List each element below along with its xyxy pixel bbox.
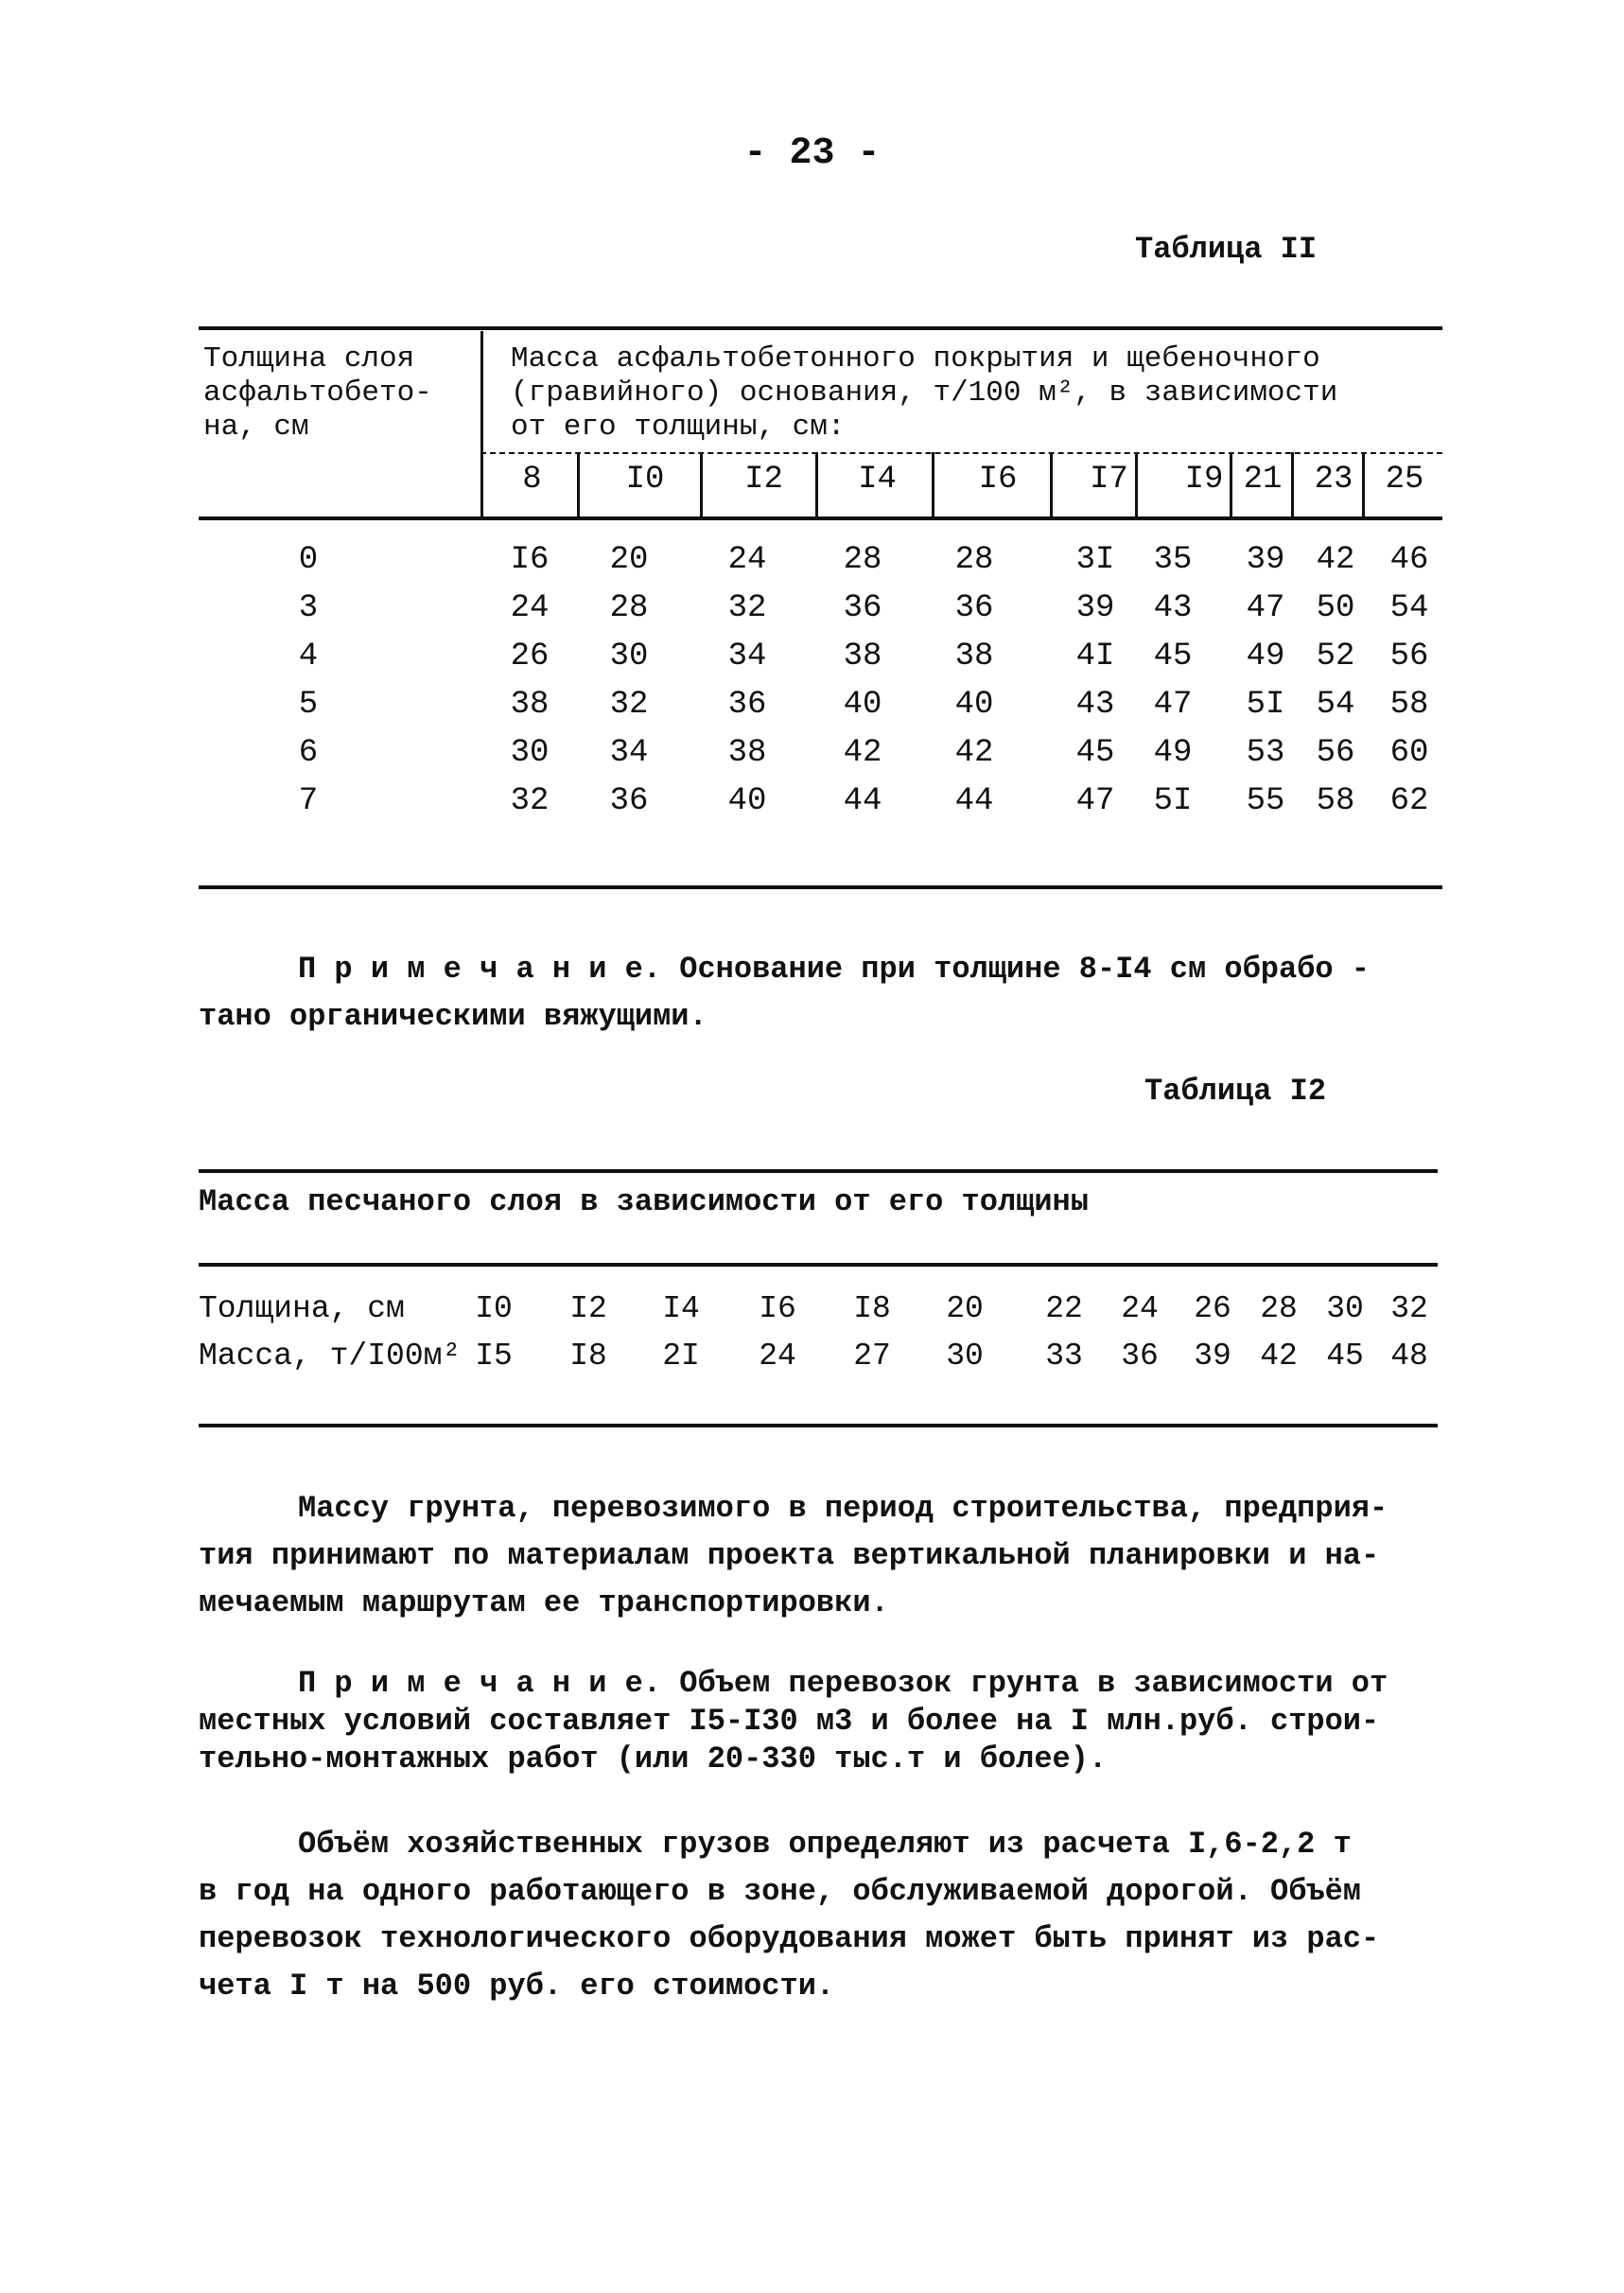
table-cell: 34 — [727, 639, 767, 674]
thickness-value: 22 — [1045, 1291, 1083, 1326]
table11-divider — [480, 331, 483, 520]
note-line: тано органическими вяжущими. — [199, 999, 707, 1034]
paragraph-line: тия принимают по материалам проекта вертикальной планировки и на- — [199, 1538, 1380, 1573]
thickness-value: 20 — [946, 1291, 984, 1326]
table11-caption: Таблица II — [1135, 232, 1318, 267]
col2-header-line: (гравийного) основания, т/100 м², в зависимости — [511, 376, 1338, 410]
thickness-header: I6 — [978, 462, 1018, 498]
table-cell: 54 — [1316, 687, 1355, 723]
table11-note — [199, 946, 1447, 1041]
table-cell: 35 — [1153, 542, 1193, 578]
table-cell: 36 — [727, 687, 767, 723]
table-cell: 39 — [1075, 590, 1115, 626]
table-cell: 58 — [1316, 783, 1355, 819]
row-label: 5 — [298, 687, 319, 723]
paragraph-soil-mass — [199, 1485, 1447, 1627]
note-line: местных условий составляет I5-I30 м3 и более на I млн.руб. строи- — [199, 1704, 1380, 1739]
table-cell: 38 — [727, 735, 767, 771]
paragraph-household-cargo — [199, 1821, 1447, 2010]
table11-top-rule — [199, 326, 1442, 330]
table-cell: 44 — [954, 783, 994, 819]
table-cell: 40 — [727, 783, 767, 819]
mass-value: 48 — [1390, 1339, 1428, 1374]
thickness-header: 25 — [1385, 462, 1424, 498]
table-cell: I6 — [510, 542, 550, 578]
thickness-value: I4 — [662, 1291, 700, 1326]
note-line: П р и м е ч а н и е. Объем перевозок грунта в зависимости от — [298, 1666, 1388, 1701]
table-cell: 39 — [1246, 542, 1285, 578]
table-cell: 56 — [1316, 735, 1355, 771]
table-cell: 47 — [1075, 783, 1115, 819]
mass-value: I5 — [475, 1339, 513, 1374]
table11-header-rule — [199, 516, 1442, 520]
thickness-column-divider — [577, 452, 580, 516]
row-label: 3 — [298, 590, 319, 626]
table-cell: 24 — [510, 590, 550, 626]
row-label: 4 — [298, 639, 319, 674]
table12-title: Масса песчаного слоя в зависимости от его толщины — [199, 1184, 1089, 1219]
col2-header-line: Масса асфальтобетонного покрытия и щебеночного — [511, 342, 1320, 376]
col1-header-line: Толщина слоя — [203, 342, 415, 376]
table-cell: 38 — [843, 639, 882, 674]
table-cell: 38 — [954, 639, 994, 674]
table-cell: 20 — [609, 542, 649, 578]
paragraph-line: перевозок технологического оборудования может быть принят из рас- — [199, 1921, 1380, 1956]
note-line: тельно-монтажных работ (или 20-330 тыс.т и более). — [199, 1742, 1108, 1777]
table-cell: 42 — [1316, 542, 1355, 578]
table-cell: 4I — [1075, 639, 1115, 674]
table-cell: 5I — [1246, 687, 1285, 723]
table-cell: 42 — [843, 735, 882, 771]
thickness-value: I2 — [569, 1291, 607, 1326]
table-cell: 38 — [510, 687, 550, 723]
table-cell: 36 — [609, 783, 649, 819]
thickness-column-divider — [1050, 452, 1053, 516]
table-cell: 47 — [1153, 687, 1193, 723]
thickness-value: 28 — [1260, 1291, 1298, 1326]
table-cell: 30 — [510, 735, 550, 771]
thickness-value: I8 — [853, 1291, 891, 1326]
thickness-header: 21 — [1243, 462, 1283, 498]
paragraph-line: Объём хозяйственных грузов определяют из расчета I,6-2,2 т — [298, 1827, 1352, 1862]
row-label: 6 — [298, 735, 319, 771]
table-cell: 3I — [1075, 542, 1115, 578]
table-cell: 55 — [1246, 783, 1285, 819]
table-cell: 45 — [1153, 639, 1193, 674]
note-line: П р и м е ч а н и е. Основание при толщине 8-I4 см обрабо - — [298, 952, 1370, 987]
table-cell: 24 — [727, 542, 767, 578]
mass-value: 27 — [853, 1339, 891, 1374]
table-cell: 43 — [1075, 687, 1115, 723]
mass-value: 45 — [1326, 1339, 1364, 1374]
table-cell: 28 — [843, 542, 882, 578]
table-cell: 58 — [1389, 687, 1429, 723]
table-cell: 54 — [1389, 590, 1429, 626]
table12-header-rule — [199, 1263, 1438, 1267]
thickness-header: I7 — [1090, 462, 1128, 498]
mass-value: I8 — [569, 1339, 607, 1374]
thickness-column-divider — [1230, 452, 1232, 516]
thickness-value: I0 — [475, 1291, 513, 1326]
col1-header-line: асфальтобето- — [203, 376, 432, 410]
table-cell: 40 — [843, 687, 882, 723]
thickness-header: I4 — [858, 462, 897, 498]
row-label: 7 — [298, 783, 319, 819]
thickness-value: 30 — [1326, 1291, 1364, 1326]
thickness-header: I2 — [744, 462, 783, 498]
row-label: 0 — [298, 542, 319, 578]
thickness-column-divider — [700, 452, 703, 516]
mass-value: 42 — [1260, 1339, 1298, 1374]
table-cell: 30 — [609, 639, 649, 674]
col2-header-line: от его толщины, см: — [511, 411, 846, 444]
paragraph-line: в год на одного работающего в зоне, обслуживаемой дорогой. Объём — [199, 1874, 1361, 1909]
table-cell: 50 — [1316, 590, 1355, 626]
table-cell: 34 — [609, 735, 649, 771]
table-cell: 62 — [1389, 783, 1429, 819]
mass-value: 39 — [1194, 1339, 1231, 1374]
table-cell: 32 — [727, 590, 767, 626]
table12-caption: Таблица I2 — [1144, 1074, 1327, 1109]
thickness-header: 8 — [522, 462, 542, 498]
table-cell: 56 — [1389, 639, 1429, 674]
page-number: - 23 - — [743, 132, 881, 175]
paragraph-line: чета I т на 500 руб. его стоимости. — [199, 1969, 835, 2004]
paragraph-line: Массу грунта, перевозимого в период строительства, предприя- — [298, 1491, 1388, 1526]
table11-subheader-rule — [480, 452, 1442, 454]
thickness-column-divider — [815, 452, 818, 516]
table-cell: 32 — [609, 687, 649, 723]
table-cell: 36 — [954, 590, 994, 626]
table-cell: 32 — [510, 783, 550, 819]
thickness-column-divider — [932, 452, 934, 516]
table12-bottom-rule — [199, 1424, 1438, 1427]
table-cell: 52 — [1316, 639, 1355, 674]
table-cell: 49 — [1246, 639, 1285, 674]
thickness-column-divider — [1291, 452, 1294, 516]
table-cell: 44 — [843, 783, 882, 819]
thickness-column-divider — [1362, 452, 1365, 516]
table-cell: 60 — [1389, 735, 1429, 771]
table11-col1-header — [203, 342, 432, 445]
thickness-header: I0 — [625, 462, 665, 498]
table-cell: 46 — [1389, 542, 1429, 578]
mass-value: 24 — [759, 1339, 796, 1374]
thickness-header: I9 — [1184, 462, 1224, 498]
table-cell: 28 — [954, 542, 994, 578]
note-soil-volume — [199, 1665, 1447, 1778]
mass-value: 2I — [662, 1339, 700, 1374]
table-cell: 47 — [1246, 590, 1285, 626]
thickness-value: 32 — [1390, 1291, 1428, 1326]
table-cell: 53 — [1246, 735, 1285, 771]
table12-thickness-label: Толщина, см — [199, 1291, 405, 1326]
mass-value: 33 — [1045, 1339, 1083, 1374]
table-cell: 40 — [954, 687, 994, 723]
thickness-column-divider — [1135, 452, 1138, 516]
table-cell: 42 — [954, 735, 994, 771]
table-cell: 5I — [1153, 783, 1193, 819]
table-cell: 28 — [609, 590, 649, 626]
thickness-value: 24 — [1121, 1291, 1159, 1326]
table-cell: 49 — [1153, 735, 1193, 771]
table12-top-rule — [199, 1169, 1438, 1173]
paragraph-line: мечаемым маршрутам ее транспортировки. — [199, 1585, 889, 1620]
thickness-value: I6 — [759, 1291, 796, 1326]
table-cell: 36 — [843, 590, 882, 626]
mass-value: 36 — [1121, 1339, 1159, 1374]
col1-header-line: на, см — [203, 411, 309, 444]
table11-bottom-rule — [199, 885, 1442, 889]
table-cell: 26 — [510, 639, 550, 674]
mass-value: 30 — [946, 1339, 984, 1374]
table12-mass-label: Масса, т/I00м² — [199, 1339, 462, 1374]
thickness-value: 26 — [1194, 1291, 1231, 1326]
table-cell: 45 — [1075, 735, 1115, 771]
thickness-header: 23 — [1314, 462, 1353, 498]
table-cell: 43 — [1153, 590, 1193, 626]
table11-col2-header — [511, 342, 1337, 445]
